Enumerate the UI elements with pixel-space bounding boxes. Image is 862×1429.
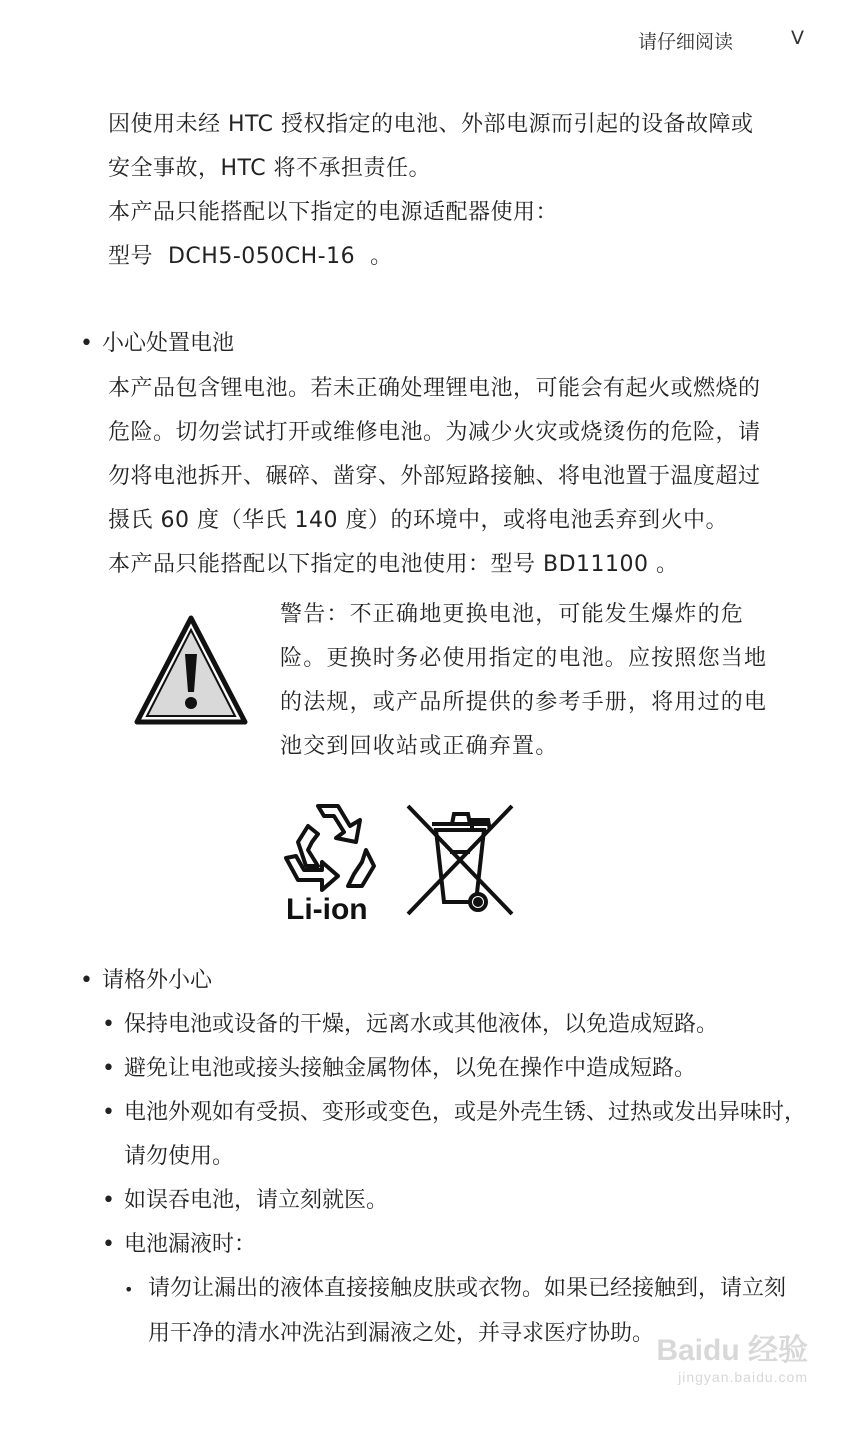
text-line: 险。更换时务必使用指定的电池。应按照您当地 — [280, 646, 768, 671]
battery-heading: • 小心处置电池 — [80, 322, 234, 366]
text-line: 危险。切勿尝试打开或维修电池。为减少火灾或烧烫伤的危险，请 — [108, 420, 761, 445]
text-line: 池交到回收站或正确弃置。 — [280, 734, 559, 759]
text-line: 本产品包含锂电池。若未正确处理锂电池，可能会有起火或燃烧的 — [108, 376, 761, 401]
li-ion-label: Li-ion — [286, 893, 368, 926]
text-line: 的法规，或产品所提供的参考手册，将用过的电 — [280, 690, 768, 715]
text-line: 因使用未经 HTC 授权指定的电池、外部电源而引起的设备故障或 — [108, 112, 754, 137]
text-line: 型号 DCH5-050CH-16 。 — [108, 244, 393, 269]
text-line: 本产品只能搭配以下指定的电池使用：型号 BD11100 。 — [108, 552, 679, 577]
text-line: 摄氏 60 度（华氏 140 度）的环境中，或将电池丢弃到火中。 — [108, 508, 728, 533]
caution-heading: • 请格外小心 — [80, 959, 212, 1003]
text-line: 警告：不正确地更换电池，可能发生爆炸的危 — [280, 602, 745, 627]
watermark-brand: Baidu 经验 — [656, 1334, 808, 1367]
page-header — [638, 27, 804, 54]
baidu-watermark — [656, 1325, 808, 1385]
text-line: 安全事故，HTC 将不承担责任。 — [108, 156, 432, 181]
recycle-icon — [278, 798, 378, 894]
battery-paragraph — [108, 367, 808, 587]
list-item: • 电池漏液时： — [102, 1223, 834, 1267]
sub-list-item: • 请勿让漏出的液体直接接触皮肤或衣物。如果已经接触到，请立刻用干净的清水冲洗沾到漏液之处，并寻求医疗协助。 — [124, 1267, 798, 1356]
warning-text — [280, 593, 805, 769]
power-paragraph — [108, 103, 808, 279]
text-line: 勿将电池拆开、碾碎、凿穿、外部短路接触、将电池置于温度超过 — [108, 464, 761, 489]
list-item: • 电池外观如有受损、变形或变色，或是外壳生锈、过热或发出异味时，请勿使用。 — [102, 1091, 814, 1179]
text-line: 本产品只能搭配以下指定的电源适配器使用： — [108, 200, 559, 225]
page-number: V — [791, 27, 804, 49]
list-item: • 避免让电池或接头接触金属物体，以免在操作中造成短路。 — [102, 1047, 834, 1091]
watermark-url: jingyan.baidu.com — [678, 1369, 808, 1385]
warning-triangle-icon — [133, 612, 249, 728]
list-item: • 如误吞电池，请立刻就医。 — [102, 1179, 834, 1223]
crossed-bin-icon — [402, 800, 518, 918]
section-title: 请仔细阅读 — [637, 31, 733, 53]
list-item: • 保持电池或设备的干燥，远离水或其他液体，以免造成短路。 — [102, 1003, 834, 1047]
